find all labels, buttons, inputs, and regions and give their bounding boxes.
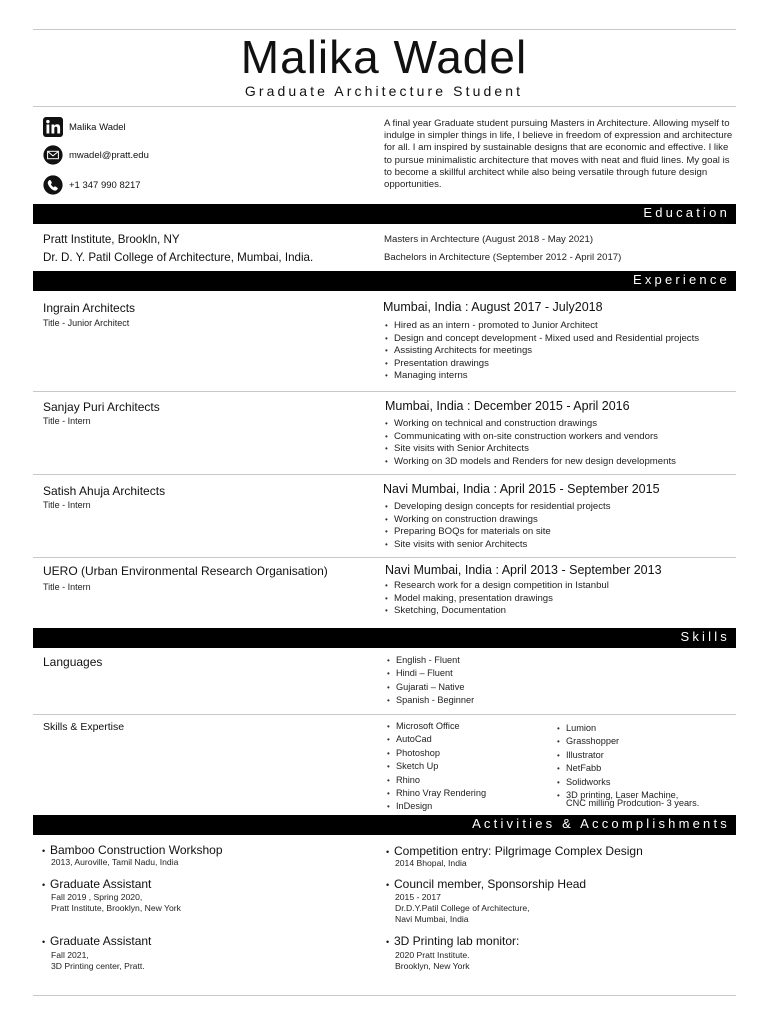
activity-title: • Bamboo Construction Workshop — [42, 843, 223, 857]
education-heading: Education — [643, 205, 730, 220]
expertise-list-col1 — [387, 720, 486, 814]
list-item: • AutoCad — [387, 733, 486, 746]
languages-list — [387, 654, 474, 708]
contact-email[interactable] — [43, 145, 149, 165]
expertise-list-col2 — [557, 722, 678, 802]
education-school-2: Dr. D. Y. Patil College of Architecture, Mumbai, India. — [43, 251, 314, 264]
activity-detail: Fall 2021, 3D Printing center, Pratt. — [51, 950, 145, 972]
divider — [33, 391, 736, 392]
education-school-1: Pratt Institute, Brookln, NY — [43, 233, 180, 246]
divider — [33, 474, 736, 475]
contact-linkedin[interactable] — [43, 117, 126, 137]
education-degree-1: Masters in Archtecture (August 2018 - May 2021) — [384, 234, 594, 245]
list-item: • Hired as an intern - promoted to Junior Architect — [385, 320, 699, 333]
activity-detail: 2014 Bhopal, India — [395, 858, 467, 868]
list-item: • Hindi – Fluent — [387, 667, 474, 680]
candidate-name: Malika Wadel — [240, 31, 528, 83]
experience-bullets — [385, 320, 699, 383]
experience-org: UERO (Urban Environmental Research Organisation) — [43, 564, 328, 578]
list-item: • NetFabb — [557, 762, 678, 775]
candidate-subtitle: Graduate Architecture Student — [244, 83, 524, 99]
experience-section-bar — [33, 271, 736, 291]
list-item: • Preparing BOQs for materials on site — [385, 526, 611, 539]
experience-bullets — [385, 418, 676, 468]
list-item: • Working on technical and construction drawings — [385, 418, 676, 431]
phone-number: +1 347 990 8217 — [69, 179, 141, 191]
experience-org: Ingrain Architects — [43, 301, 136, 315]
list-item: • 3D printing, Laser Machine, — [557, 789, 678, 802]
experience-title: Title - Intern — [43, 416, 91, 426]
list-item: • Grasshopper — [557, 735, 678, 748]
list-item: • Solidworks — [557, 776, 678, 789]
list-item: • Sketching, Documentation — [385, 605, 609, 618]
experience-bullets — [385, 580, 609, 618]
list-item: • Lumion — [557, 722, 678, 735]
divider — [33, 714, 736, 715]
bottom-rule — [33, 995, 736, 996]
list-item: • Photoshop — [387, 747, 486, 760]
list-item: • Design and concept development - Mixed used and Residential projects — [385, 333, 699, 346]
profile-summary: A final year Graduate student pursuing Masters in Architecture. Allowing myself to indulge in simpler things in life, I believe in freedom of expression and architecture for all. I am inspired by sustainable designs that are economic and effective. I like to pursue minimalistic architecture that moves with neat and fluid lines. My goal is to become a skillful architect while also being versatile through future design opportunities. — [384, 118, 733, 191]
list-item: • Research work for a design competition in Istanbul — [385, 580, 609, 593]
list-item: • Gujarati – Native — [387, 681, 474, 694]
list-item: • Assisting Architects for meetings — [385, 345, 699, 358]
envelope-icon — [43, 145, 63, 165]
list-item: • Microsoft Office — [387, 720, 486, 733]
experience-date: Mumbai, India : August 2017 - July2018 — [383, 300, 603, 314]
phone-icon — [43, 175, 63, 195]
activity-title: • Graduate Assistant — [42, 877, 151, 891]
list-item: • Rhino Vray Rendering — [387, 787, 486, 800]
list-item: • Illustrator — [557, 749, 678, 762]
activity-detail: 2020 Pratt Institute. Brooklyn, New York — [395, 950, 470, 972]
experience-heading: Experience — [632, 272, 730, 287]
activity-title: • Council member, Sponsorship Head — [386, 877, 586, 891]
languages-label: Languages — [43, 655, 103, 669]
experience-title: Title - Intern — [43, 500, 91, 510]
activity-title: • Graduate Assistant — [42, 934, 151, 948]
linkedin-name: Malika Wadel — [69, 121, 126, 133]
activity-detail: Fall 2019 , Spring 2020, Pratt Institute, Brooklyn, New York — [51, 892, 181, 914]
activities-heading: Activities & Accomplishments — [472, 816, 730, 831]
list-item: • Model making, presentation drawings — [385, 593, 609, 606]
experience-org: Sanjay Puri Architects — [43, 400, 160, 414]
list-item: • English - Fluent — [387, 654, 474, 667]
experience-title: Title - Intern — [43, 582, 91, 592]
list-item: • InDesign — [387, 800, 486, 813]
expertise-list-continuation: CNC milling Prodcution- 3 years. — [566, 798, 700, 808]
list-item: • Communicating with on-site construction workers and vendors — [385, 431, 676, 444]
contact-phone[interactable] — [43, 175, 141, 195]
experience-date: Mumbai, India : December 2015 - April 2016 — [385, 399, 630, 413]
experience-title: Title - Junior Architect — [43, 318, 130, 328]
linkedin-icon — [43, 117, 63, 137]
divider — [33, 557, 736, 558]
list-item: • Spanish - Beginner — [387, 694, 474, 707]
activities-section-bar — [33, 815, 736, 835]
activity-detail: 2013, Auroville, Tamil Nadu, India — [51, 857, 179, 867]
skills-section-bar — [33, 628, 736, 648]
education-degree-2: Bachelors in Architecture (September 2012 - April 2017) — [384, 252, 622, 263]
list-item: • Rhino — [387, 774, 486, 787]
email-address: mwadel@pratt.edu — [69, 149, 149, 161]
skills-heading: Skills — [680, 629, 730, 644]
activity-title: • 3D Printing lab monitor: — [386, 934, 519, 948]
experience-org: Satish Ahuja Architects — [43, 484, 166, 498]
header-rule — [33, 106, 736, 107]
activity-title: • Competition entry: Pilgrimage Complex Design — [386, 844, 643, 858]
list-item: • Presentation drawings — [385, 358, 699, 371]
experience-bullets — [385, 501, 611, 551]
list-item: • Managing interns — [385, 370, 699, 383]
experience-date: Navi Mumbai, India : April 2015 - September 2015 — [383, 482, 660, 496]
activity-detail: 2015 - 2017 Dr.D.Y.Patil College of Architecture, Navi Mumbai, India — [395, 892, 530, 925]
expertise-label: Skills & Expertise — [43, 721, 125, 733]
list-item: • Site visits with senior Architects — [385, 539, 611, 552]
list-item: • Sketch Up — [387, 760, 486, 773]
list-item: • Site visits with Senior Architects — [385, 443, 676, 456]
list-item: • Working on 3D models and Renders for new design developments — [385, 456, 676, 469]
experience-date: Navi Mumbai, India : April 2013 - September 2013 — [385, 563, 662, 577]
list-item: • Working on construction drawings — [385, 514, 611, 527]
education-section-bar — [33, 204, 736, 224]
list-item: • Developing design concepts for residential projects — [385, 501, 611, 514]
